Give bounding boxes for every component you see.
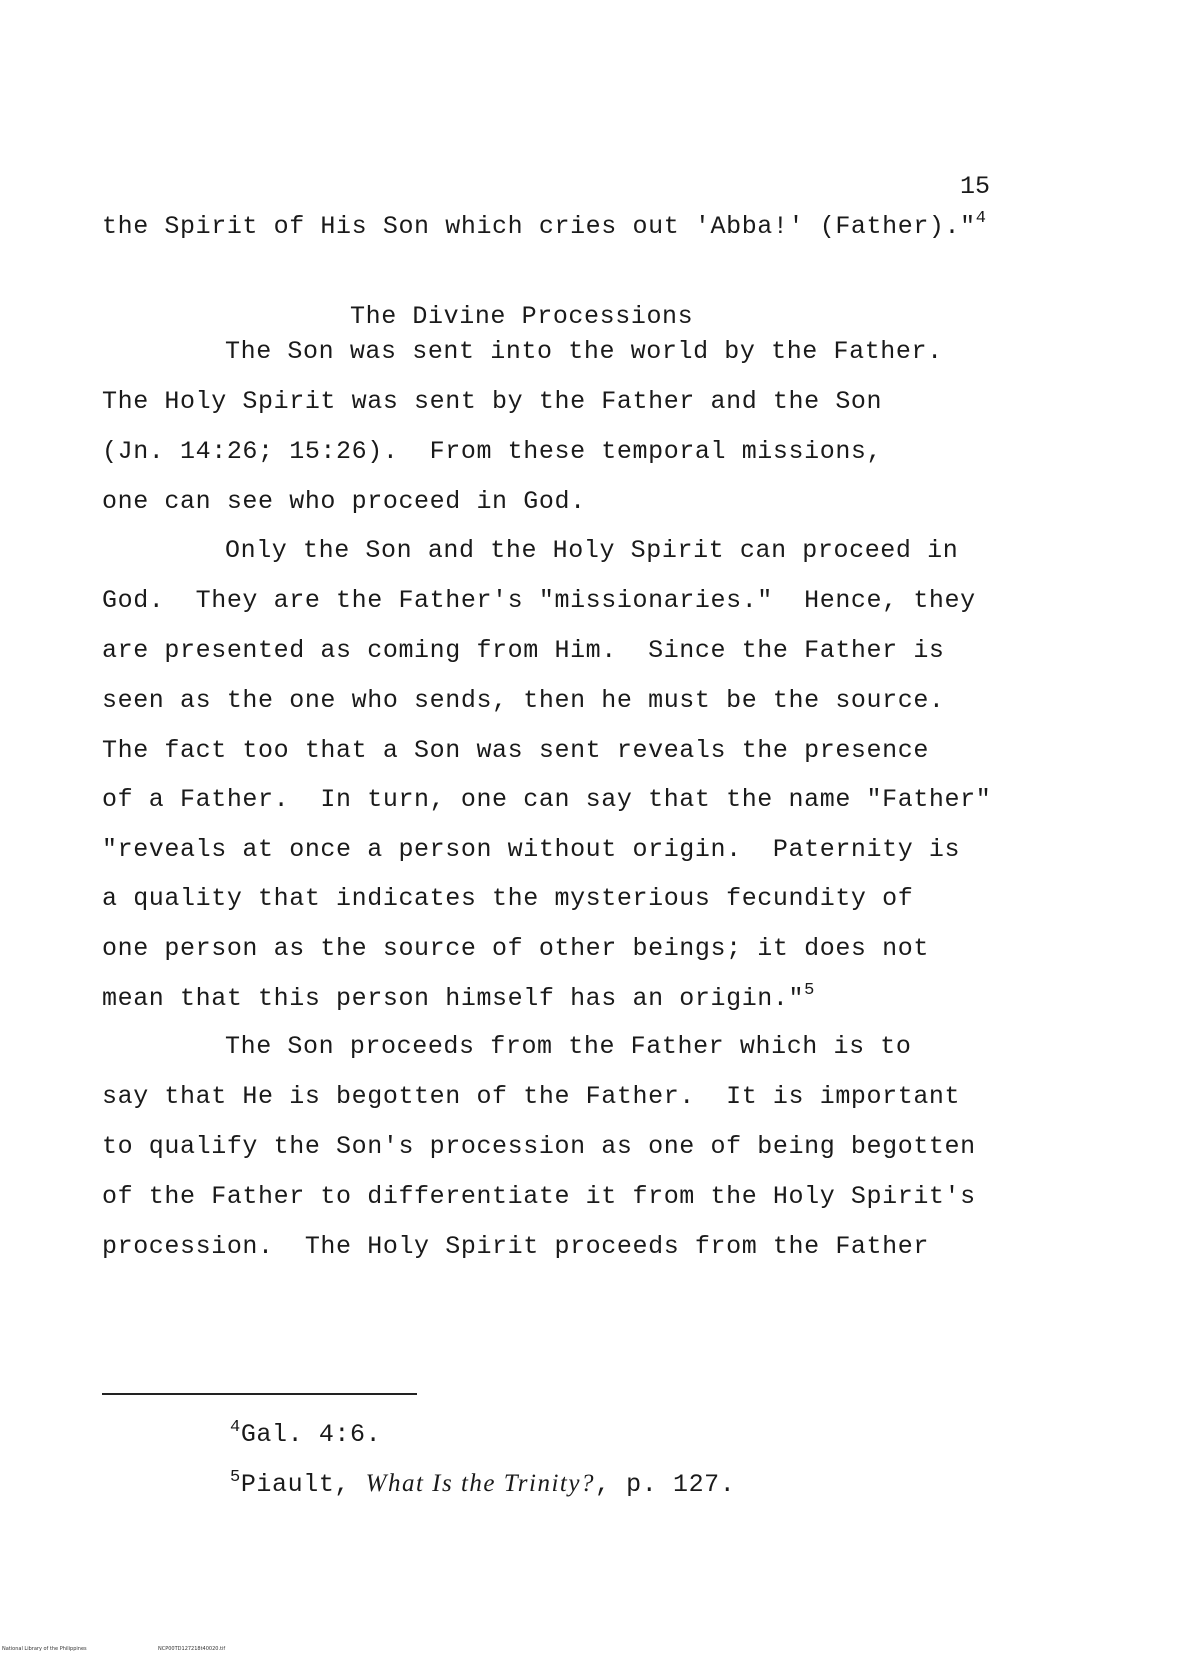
body-line: God. They are the Father's "missionaries." Hence, they	[102, 586, 976, 615]
footnote-book-title: What Is the Trinity?	[365, 1470, 595, 1497]
footnote-ref: 4	[975, 209, 987, 228]
body-line: "reveals at once a person without origin. Paternity is	[102, 835, 961, 864]
opening-line-text: the Spirit of His Son which cries out 'Abba!' (Father)."	[102, 212, 976, 241]
page-number: 15	[960, 172, 991, 201]
body-line: The fact too that a Son was sent reveals the presence	[102, 736, 929, 765]
footnote-text: Piault,	[240, 1470, 366, 1499]
body-line: are presented as coming from Him. Since the Father is	[102, 636, 945, 665]
body-line: The Son was sent into the world by the Father.	[225, 337, 943, 366]
body-line: to qualify the Son's procession as one of being begotten	[102, 1132, 976, 1161]
body-line	[102, 209, 987, 242]
body-line: The Son proceeds from the Father which is to	[225, 1032, 912, 1061]
footnote	[230, 1420, 381, 1449]
body-line: say that He is begotten of the Father. It is important	[102, 1082, 961, 1111]
footnote-divider	[102, 1393, 417, 1395]
body-line: The Holy Spirit was sent by the Father and the Son	[102, 387, 883, 416]
body-line: a quality that indicates the mysterious fecundity of	[102, 884, 914, 913]
footnote	[230, 1470, 735, 1499]
body-line: one can see who proceed in God.	[102, 487, 586, 516]
footnote-text: Gal. 4:6.	[240, 1420, 382, 1449]
line-text: mean that this person himself has an origin."	[102, 984, 805, 1013]
body-line: procession. The Holy Spirit proceeds from the Father	[102, 1232, 929, 1261]
body-line: of the Father to differentiate it from the Holy Spirit's	[102, 1182, 976, 1211]
footnote-mark: 5	[230, 1468, 241, 1487]
scan-footer-right: NCP00TD127218t40020.tif	[158, 1646, 226, 1652]
body-line: (Jn. 14:26; 15:26). From these temporal missions,	[102, 437, 883, 466]
scan-footer-left: National Library of the Philippines	[2, 1646, 87, 1652]
body-line: seen as the one who sends, then he must be the source.	[102, 686, 945, 715]
section-heading: The Divine Processions	[350, 302, 694, 331]
body-line: Only the Son and the Holy Spirit can proceed in	[225, 536, 959, 565]
body-line: one person as the source of other beings; it does not	[102, 934, 929, 963]
body-line: of a Father. In turn, one can say that the name "Father"	[102, 785, 992, 814]
footnote-text: , p. 127.	[594, 1470, 736, 1499]
body-line	[102, 981, 815, 1014]
footnote-ref: 5	[804, 981, 815, 1000]
footnote-mark: 4	[230, 1418, 241, 1437]
